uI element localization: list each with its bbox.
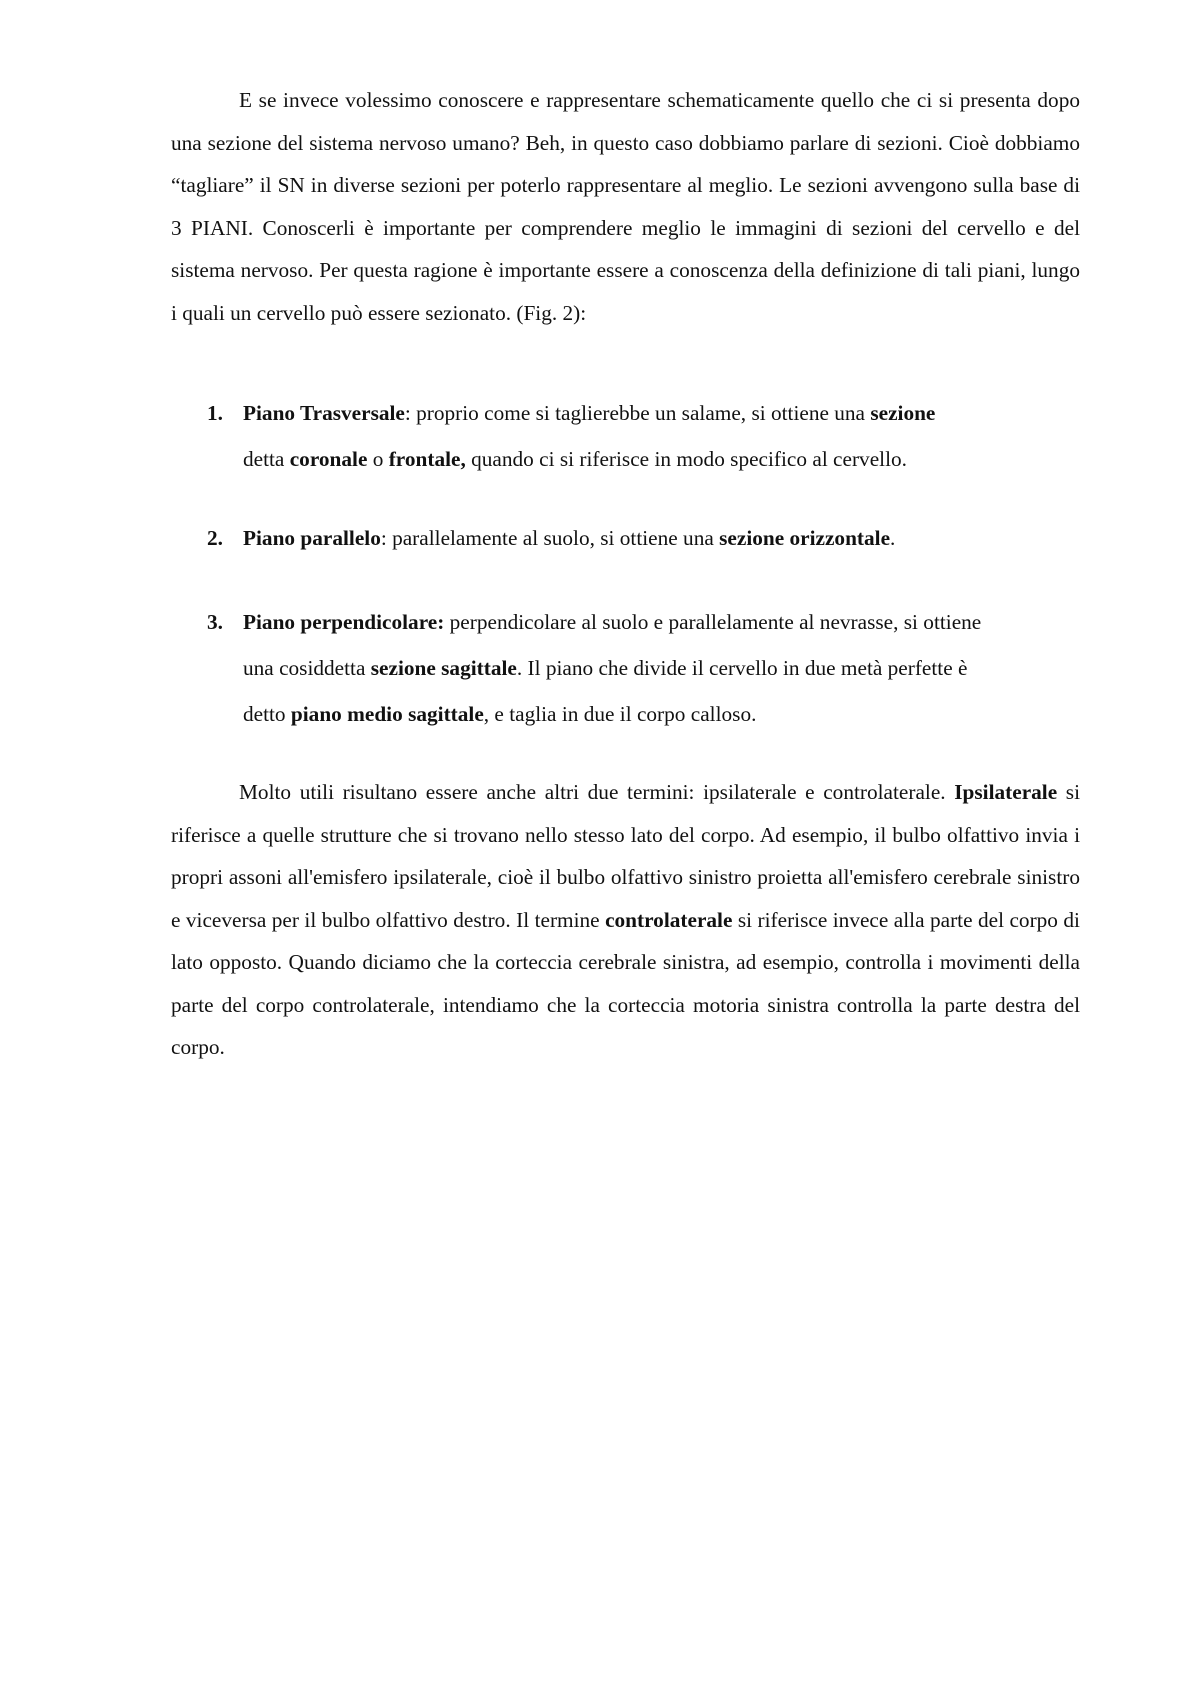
paragraph-text: si riferisce invece alla parte del corpo di lato opposto. Quando diciamo che la corteccia cerebrale sinistra, ad esempio, controlla i movimenti della parte del corpo controlaterale, intendiamo che la corteccia motoria sinistra controlla la parte destra del corpo.: [171, 907, 1080, 1059]
paragraph-text: Molto utili risultano essere anche altri due termini: ipsilaterale e controlaterale.: [239, 780, 955, 804]
plane-name: Piano Trasversale: [243, 401, 405, 425]
list-item-piano-parallelo: [207, 515, 1003, 561]
list-item-piano-perpendicolare: [207, 599, 1003, 737]
plane-text: : parallelamente al suolo, si ottiene una: [380, 526, 720, 550]
paragraph-text: si riferisce a quelle strutture che si trovano nello stesso lato del corpo. Ad esempio, il bulbo olfattivo invia i propri assoni all'emisfero ipsilaterale, cioè il bulbo olfattivo sinistro proietta all'emisfero cerebrale sinistro e viceversa per il bulbo olfattivo destro. Il termine: [171, 780, 1081, 932]
plane-text: detta: [243, 447, 290, 471]
plane-term: frontale,: [388, 447, 466, 471]
plane-term: sezione: [870, 401, 936, 425]
plane-name: Piano parallelo: [243, 526, 381, 550]
list-item-piano-trasversale: [207, 390, 1003, 482]
plane-text: : proprio come si taglierebbe un salame, si ottiene una: [404, 401, 871, 425]
term-ipsilaterale: Ipsilaterale: [954, 780, 1058, 804]
plane-text: perpendicolare al suolo e parallelamente al nevrasse, si ottiene una cosiddetta: [243, 610, 982, 680]
plane-text: . Il piano che divide il cervello in due metà perfette è detto: [243, 656, 968, 726]
plane-term: sezione orizzontale: [719, 526, 891, 550]
list-number: 3.: [207, 610, 223, 634]
plane-text: .: [890, 526, 896, 550]
intro-text: E se invece volessimo conoscere e rappresentare schematicamente quello che ci si presenta dopo una sezione del sistema nervoso umano? Beh, in questo caso dobbiamo parlare di sezioni. Cioè dobbiamo “tagliare” il SN in diverse sezioni per poterlo rappresentare al meglio. Le sezioni avvengono sulla base di 3 PIANI. Conoscerli è importante per comprendere meglio le immagini di sezioni del cervello e del sistema nervoso. Per questa ragione è importante essere a conoscenza della definizione di tali piani, lungo i quali un cervello può essere sezionato. (Fig. 2):: [171, 88, 1080, 325]
plane-text: , e taglia in due il corpo calloso.: [483, 702, 757, 726]
plane-text: o: [367, 447, 389, 471]
list-number: 1.: [207, 401, 223, 425]
plane-term: coronale: [289, 447, 368, 471]
lateral-terms-paragraph: [171, 771, 1080, 1069]
plane-term: piano medio sagittale: [290, 702, 484, 726]
plane-text: quando ci si riferisce in modo specifico al cervello.: [465, 447, 907, 471]
term-controlaterale: controlaterale: [605, 907, 733, 932]
intro-paragraph: [171, 79, 1080, 334]
plane-term: sezione sagittale: [370, 656, 517, 680]
list-number: 2.: [207, 526, 223, 550]
plane-name: Piano perpendicolare:: [243, 610, 445, 634]
